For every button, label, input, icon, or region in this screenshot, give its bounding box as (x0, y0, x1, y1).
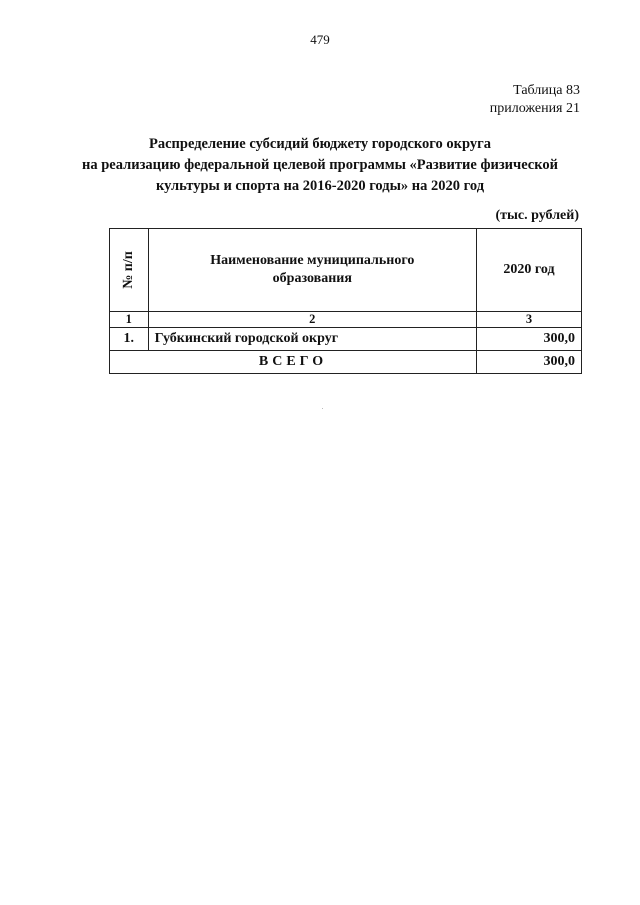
title-line2: на реализацию федеральной целевой программы «Развитие физической (81, 157, 559, 173)
row-num: 1. (110, 328, 149, 351)
header-num (110, 229, 149, 312)
table-reference (490, 82, 580, 118)
total-value: 300,0 (477, 351, 582, 374)
subsidy-table (109, 228, 582, 374)
header-name-line1: Наименование муниципального (210, 253, 415, 268)
units-label: (тыс. рублей) (495, 208, 579, 223)
scan-speck (322, 408, 323, 409)
title-line3: культуры и спорта на 2016-2020 годы» на 2020 год (155, 178, 485, 194)
column-index-3: 3 (477, 312, 582, 328)
header-year: 2020 год (477, 229, 582, 312)
row-name: Губкинский городской округ (148, 328, 476, 351)
page-number: 479 (310, 32, 330, 47)
total-row (110, 351, 582, 374)
document-title (60, 134, 580, 197)
table-ref-line2: приложения 21 (489, 101, 580, 116)
column-index-row (110, 312, 582, 328)
header-name-line2: образования (272, 271, 352, 286)
table-ref-line1: Таблица 83 (513, 83, 580, 98)
header-name (148, 229, 476, 312)
column-index-1: 1 (110, 312, 149, 328)
column-index-2: 2 (148, 312, 476, 328)
total-label: ВСЕГО (110, 351, 477, 374)
title-line1: Распределение субсидий бюджету городского округа (149, 136, 491, 152)
header-row (110, 229, 582, 312)
row-value: 300,0 (477, 328, 582, 351)
header-num-label: № п/п (120, 251, 136, 289)
table-row (110, 328, 582, 351)
